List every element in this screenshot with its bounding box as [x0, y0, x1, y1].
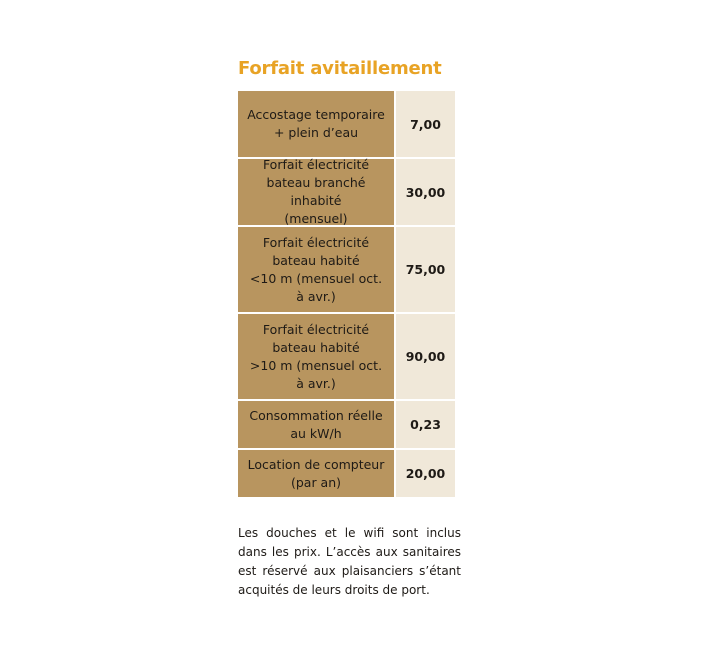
price-table — [238, 91, 455, 497]
row-price: 7,00 — [396, 91, 455, 157]
row-price: 0,23 — [396, 401, 455, 448]
table-row — [238, 227, 455, 314]
footnote: Les douches et le wifi sont inclus dans les prix. L’accès aux sanitaires est réservé aux plaisanciers s’étant acquités de leurs droits de port. — [238, 526, 461, 597]
row-price: 90,00 — [396, 314, 455, 399]
row-price: 30,00 — [396, 159, 455, 225]
table-row — [238, 314, 455, 401]
row-price: 75,00 — [396, 227, 455, 312]
table-row — [238, 159, 455, 227]
row-label: Location de compteur (par an) — [238, 450, 396, 497]
row-label: Accostage temporaire + plein d’eau — [238, 91, 396, 157]
table-row — [238, 450, 455, 497]
row-label: Forfait électricité bateau habité >10 m (mensuel oct. à avr.) — [238, 314, 396, 399]
row-label: Forfait électricité bateau branché inhabité (mensuel) — [238, 159, 396, 225]
row-price: 20,00 — [396, 450, 455, 497]
table-row — [238, 91, 455, 159]
table-row — [238, 401, 455, 450]
row-label: Consommation réelle au kW/h — [238, 401, 396, 448]
row-label: Forfait électricité bateau habité <10 m (mensuel oct. à avr.) — [238, 227, 396, 312]
page-title: Forfait avitaillement — [238, 58, 442, 79]
